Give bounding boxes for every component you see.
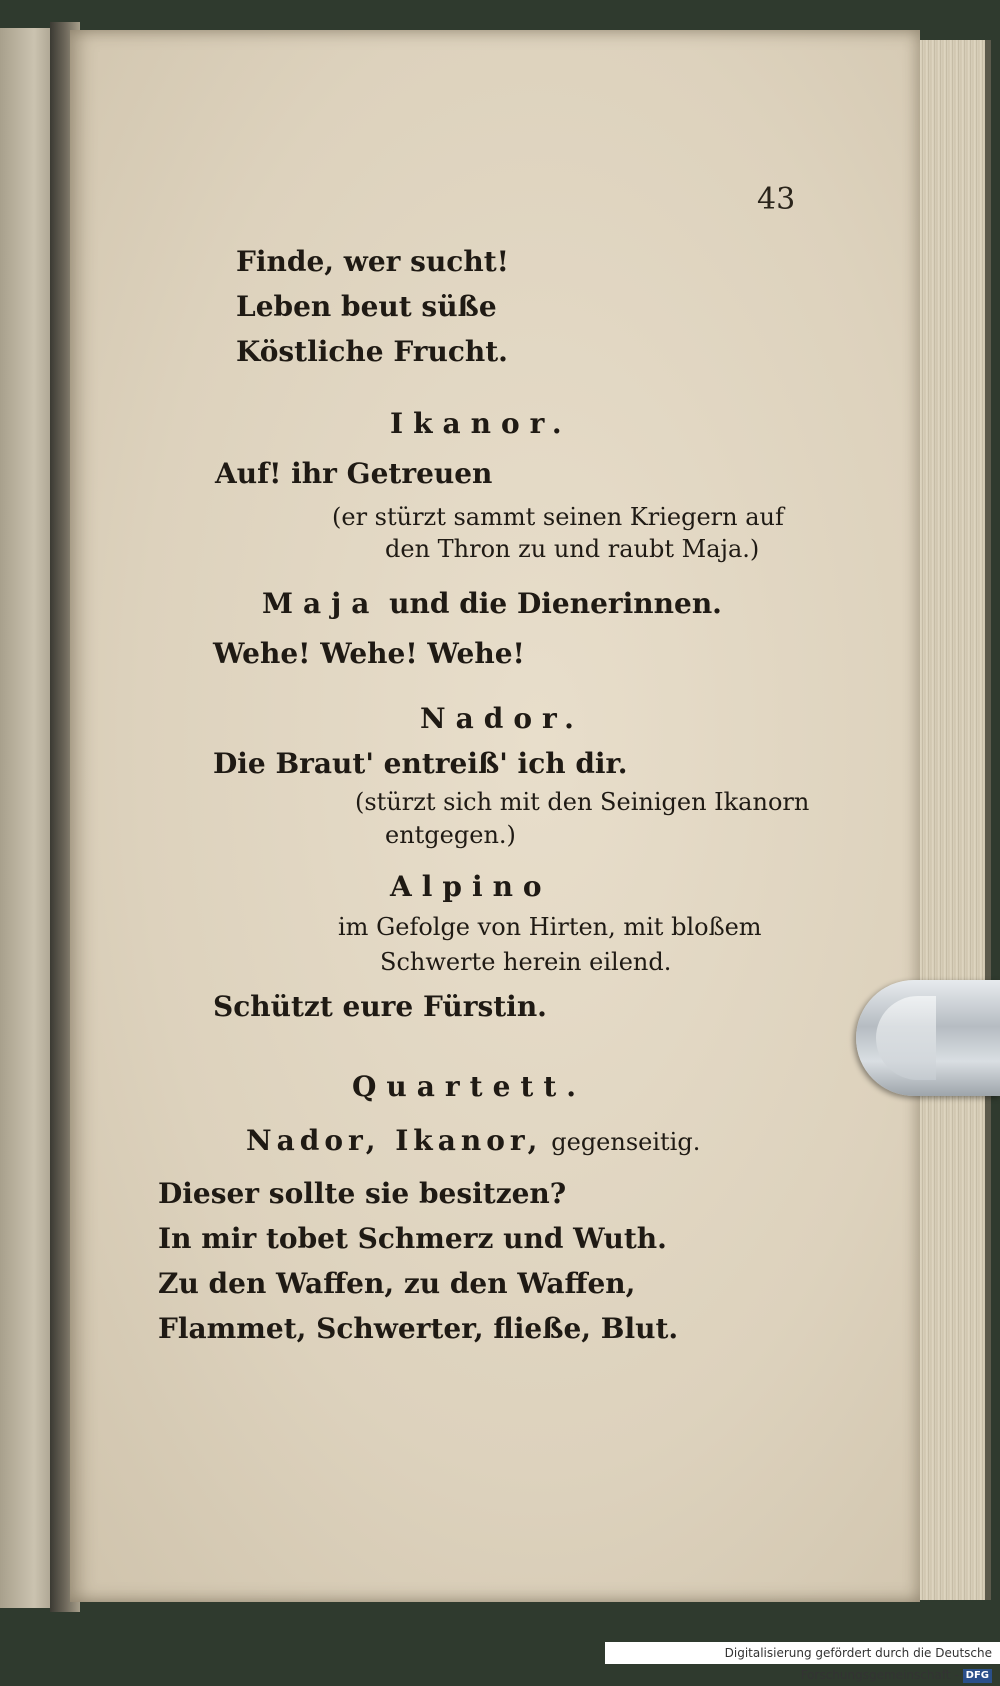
verse-line: Finde, wer sucht! <box>236 245 509 278</box>
stage-direction: (stürzt sich mit den Seinigen Ikanorn <box>355 788 810 816</box>
verse-line: Die Braut' entreiß' ich dir. <box>213 747 628 780</box>
stage-direction: den Thron zu und raubt Maja.) <box>385 535 760 563</box>
verse-line: Flammet, Schwerter, fließe, Blut. <box>158 1312 679 1345</box>
page-number: 43 <box>757 182 796 217</box>
stage-direction: entgegen.) <box>385 821 516 849</box>
speaker-rest: und die Dienerinnen. <box>389 587 722 620</box>
verse-line: In mir tobet Schmerz und Wuth. <box>158 1222 667 1255</box>
speaker-heading: Alpino <box>390 870 552 903</box>
verse-line: Wehe! Wehe! Wehe! <box>213 637 525 670</box>
verse-line: Schützt eure Fürstin. <box>213 990 547 1023</box>
speaker-heading: Ikanor. <box>390 407 572 440</box>
stage-direction: Schwerte herein eilend. <box>380 948 672 976</box>
dfg-logo: DFG <box>963 1669 992 1683</box>
verse-line: Dieser sollte sie besitzen? <box>158 1177 567 1210</box>
footer-credit <box>605 1642 1000 1682</box>
verse-line: Leben beut süße <box>236 290 497 323</box>
speaker-maja: Maja <box>262 587 380 620</box>
speaker-heading <box>246 1124 701 1157</box>
footer-text: Digitalisierung gefördert durch die Deutsche Forschungsgemeinschaft - <box>724 1646 992 1682</box>
speakers-nador-ikanor: Nador, Ikanor, <box>246 1124 543 1157</box>
speaker-note: gegenseitig. <box>551 1128 701 1156</box>
verse-line: Köstliche Frucht. <box>236 335 508 368</box>
stage-direction: (er stürzt sammt seinen Kriegern auf <box>332 503 784 531</box>
speaker-heading <box>262 587 722 620</box>
verse-line: Auf! ihr Getreuen <box>215 457 493 490</box>
speaker-heading: Nador. <box>420 702 584 735</box>
section-heading: Quartett. <box>352 1070 587 1103</box>
verse-line: Zu den Waffen, zu den Waffen, <box>158 1267 636 1300</box>
stage-direction: im Gefolge von Hirten, mit bloßem <box>338 913 762 941</box>
